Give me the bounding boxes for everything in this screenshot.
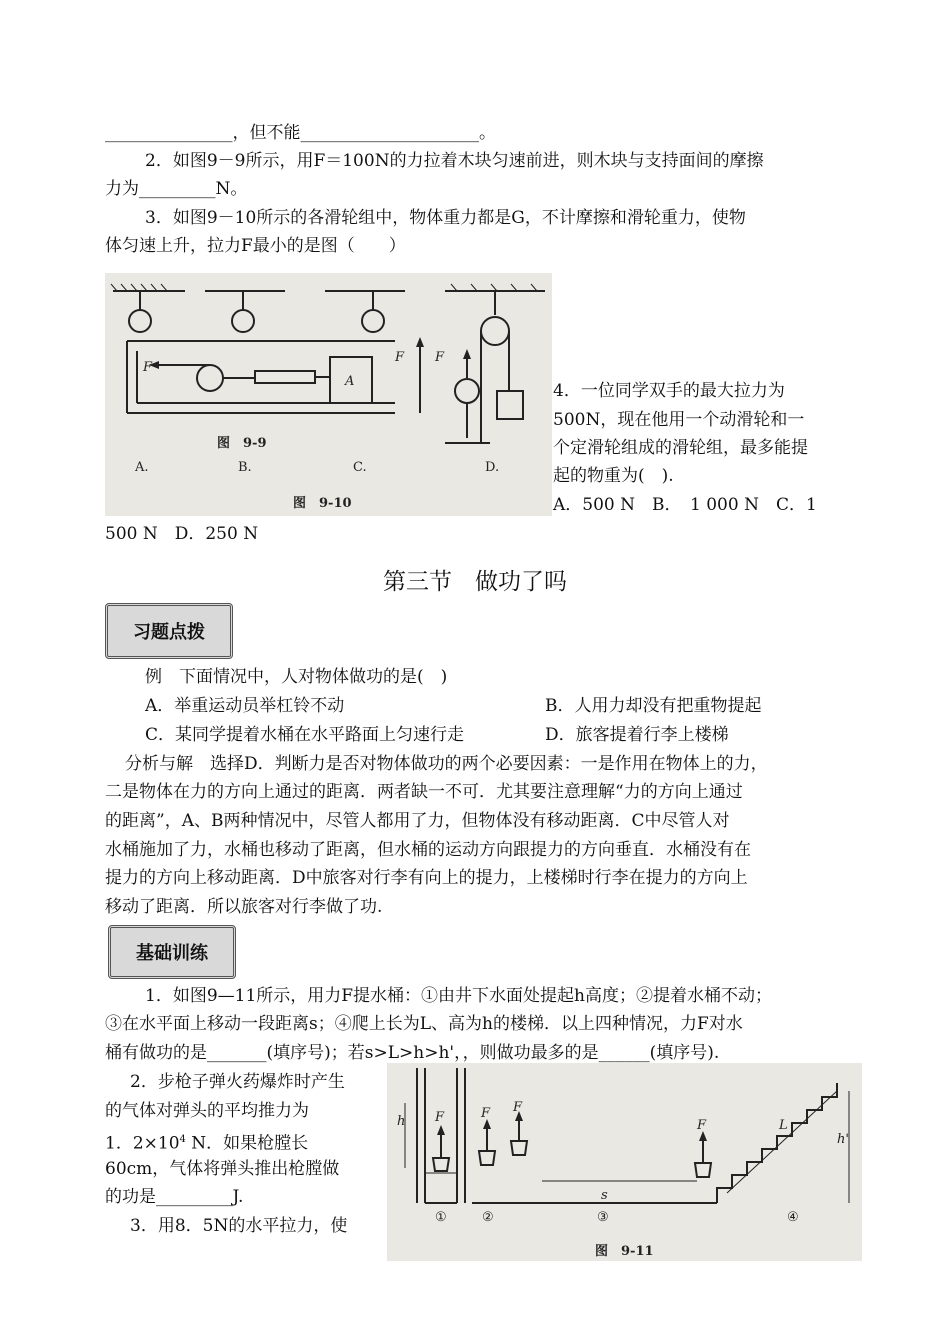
figure-9-11 [387,1063,862,1261]
figure-9-10 [105,273,552,516]
question-4: 4．一位同学双手的最大拉力为 [553,381,785,401]
question-3: 3．如图9－10所示的各滑轮组中，物体重力都是G，不计摩擦和滑轮重力，使物 [145,208,746,228]
text-line: ③在水平面上移动一段距离s；④爬上长为L、高为h的楼梯．以上四种情况，力F对水 [105,1014,743,1034]
analysis-line: 提力的方向上移动距离．D中旅客对行李有向上的提力，上楼梯时行李在提力的方向上 [105,868,748,888]
option-a: A．举重运动员举杠铃不动 [145,696,345,716]
example-stem: 例 下面情况中，人对物体做功的是( ) [145,667,448,687]
case-number: ④ [787,1210,799,1225]
text-line: 60cm，气体将弹头推出枪膛做 [105,1159,340,1179]
training-q3: 3．用8．5N的水平拉力，使 [130,1216,348,1236]
length-label: L [779,1118,788,1133]
analysis-line: 二是物体在力的方向上通过的距离．两者缺一不可．尤其要注意理解“力的方向上通过 [105,782,743,802]
force-label: F [697,1118,707,1133]
distance-label: s [601,1188,608,1203]
option-c: C．某同学提着水桶在水平路面上匀速行走 [145,725,465,745]
text-line: 个定滑轮组成的滑轮组，最多能提 [553,438,808,458]
option-label: D. [485,460,500,475]
force-label: F [513,1100,523,1115]
option-label: A. [135,460,149,475]
text-line: 体匀速上升，拉力F最小的是图（ ） [105,236,406,256]
training-q2: 2．步枪子弹火药爆炸时产生 [130,1072,345,1092]
analysis-line: 分析与解 选择D．判断力是否对物体做功的两个必要因素：一是作用在物体上的力， [125,754,768,774]
case-number: ① [435,1210,447,1225]
figure-caption: 图 9-11 [595,1244,654,1259]
text-line: 的气体对弹头的平均推力为 [105,1101,309,1121]
force-label: F [143,360,153,375]
figure-caption: 图 9-10 [293,496,352,511]
option-d: D．旅客提着行李上楼梯 [545,725,729,745]
pulley-diagram [105,273,552,516]
force-label: F [395,350,405,365]
analysis-line: 移动了距离．所以旅客对行李做了功. [105,897,383,917]
option-label: C. [353,460,367,475]
analysis-line: 的距离”，A、B两种情况中，尽管人都用了力，但物体没有移动距离．C中尽管人对 [105,811,730,831]
text-part: N．如果枪膛长 [191,1133,309,1154]
force-label: F [481,1106,491,1121]
force-label: F [435,1110,445,1125]
section-title: 第三节 做功了吗 [383,569,567,595]
text-line: 力为_________N。 [105,179,248,199]
tips-badge: 习题点拨 [105,603,233,659]
text-part: 1．2×10 [105,1133,180,1154]
height-label: h' [837,1132,849,1147]
option-b: B．人用力却没有把重物提起 [545,696,762,716]
text-line: _______________，但不能_____________________。 [105,123,496,143]
text-line: 500N，现在他用一个动滑轮和一 [553,410,805,430]
case-number: ③ [597,1210,609,1225]
height-label: h [397,1114,406,1129]
text-line: 的功是_________J. [105,1187,244,1207]
question-2: 2．如图9－9所示，用F＝100N的力拉着木块匀速前进，则木块与支持面间的摩擦 [145,151,764,171]
water-bucket-diagram [387,1063,862,1261]
option-label: B. [238,460,252,475]
text-line: A．500 N B． 1 000 N C．1 [553,495,817,515]
text-line: 起的物重为( ). [553,466,674,486]
block-label: A [345,374,355,389]
analysis-line: 水桶施加了力，水桶也移动了距离，但水桶的运动方向跟提力的方向垂直．水桶没有在 [105,840,751,860]
text-line: 桶有做功的是_______(填序号)；若s>L>h>h'，，则做功最多的是______(填序号). [105,1043,720,1063]
superscript: 4 [179,1134,186,1145]
force-label: F [435,350,445,365]
text-line: 500 N D．250 N [105,524,259,544]
text-line [105,1127,308,1157]
basic-training-badge: 基础训练 [108,925,236,979]
figure-caption: 图 9-9 [217,436,267,451]
training-q1: 1．如图9—11所示，用力F提水桶：①由井下水面处提起h高度；②提着水桶不动； [145,986,773,1006]
case-number: ② [482,1210,494,1225]
